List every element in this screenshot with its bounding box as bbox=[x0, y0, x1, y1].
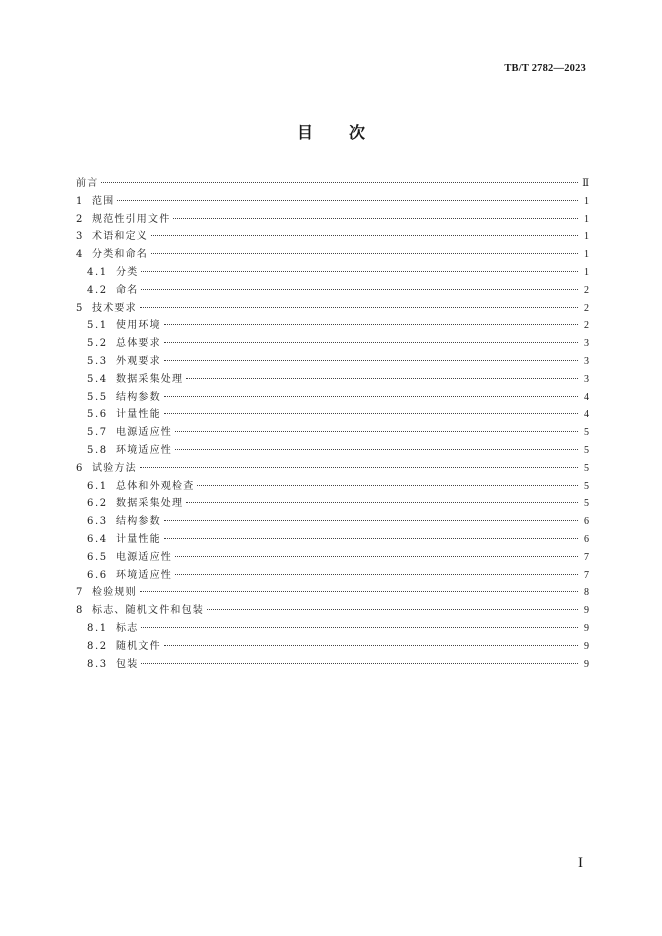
toc-entry-number: 6.1 bbox=[87, 480, 108, 492]
toc-leader-dots bbox=[140, 307, 578, 308]
toc-entry-number: 5.8 bbox=[87, 444, 108, 456]
toc-entry-page: 2 bbox=[584, 284, 589, 296]
toc-leader-dots bbox=[164, 342, 578, 343]
toc-leader-dots bbox=[175, 556, 578, 557]
toc-entry-page: 9 bbox=[584, 605, 589, 617]
toc-entry-number: 5.4 bbox=[87, 373, 108, 385]
toc-entry-number: 5.1 bbox=[87, 320, 108, 332]
toc-entry[interactable] bbox=[76, 442, 589, 460]
toc-entry-number: 8.2 bbox=[87, 640, 108, 652]
toc-entry-number: 4.1 bbox=[87, 266, 108, 278]
toc-leader-dots bbox=[186, 502, 578, 503]
toc-entry-page: 2 bbox=[584, 302, 589, 314]
toc-entry[interactable] bbox=[76, 353, 589, 371]
toc-entry-label: 分类和命名 bbox=[92, 249, 148, 261]
toc-entry-page: 1 bbox=[584, 249, 589, 261]
toc-entry-page: 3 bbox=[584, 373, 589, 385]
toc-entry-label: 标志、随机文件和包装 bbox=[92, 605, 204, 617]
toc-entry-number: 6.2 bbox=[87, 498, 108, 510]
toc-entry-number: 4.2 bbox=[87, 284, 108, 296]
toc-entry-page: Ⅱ bbox=[582, 178, 589, 189]
toc-entry-number: 6.3 bbox=[87, 516, 108, 528]
toc-entry[interactable] bbox=[76, 228, 589, 246]
toc-leader-dots bbox=[140, 591, 578, 592]
toc-entry-label: 数据采集处理 bbox=[116, 498, 184, 510]
toc-entry-page: 4 bbox=[584, 391, 589, 403]
toc-entry-label: 范围 bbox=[92, 195, 115, 207]
toc-entry-page: 1 bbox=[584, 266, 589, 278]
toc-leader-dots bbox=[164, 645, 578, 646]
toc-entry[interactable] bbox=[76, 638, 589, 656]
toc-entry[interactable] bbox=[76, 513, 589, 531]
toc-entry-label: 电源适应性 bbox=[116, 551, 172, 563]
toc-leader-dots bbox=[164, 360, 578, 361]
toc-entry-label: 检验规则 bbox=[92, 587, 137, 599]
toc-entry-number: 1 bbox=[76, 195, 83, 207]
toc-entry-label: 术语和定义 bbox=[92, 231, 148, 243]
toc-entry-page: 3 bbox=[584, 338, 589, 350]
toc-entry[interactable] bbox=[76, 264, 589, 282]
toc-entry-page: 9 bbox=[584, 640, 589, 652]
toc-entry-number: 6.6 bbox=[87, 569, 108, 581]
toc-leader-dots bbox=[164, 324, 578, 325]
toc-leader-dots bbox=[151, 235, 578, 236]
toc-entry[interactable] bbox=[76, 549, 589, 567]
toc-entry-label: 命名 bbox=[116, 284, 139, 296]
toc-entry-page: 5 bbox=[584, 498, 589, 510]
toc-entry[interactable] bbox=[76, 584, 589, 602]
toc-entry-number: 6 bbox=[76, 462, 83, 474]
toc-entry[interactable] bbox=[76, 175, 589, 193]
toc-entry-page: 5 bbox=[584, 427, 589, 439]
toc-entry[interactable] bbox=[76, 460, 589, 478]
toc-entry-label: 电源适应性 bbox=[116, 427, 172, 439]
toc-leader-dots bbox=[117, 200, 578, 201]
toc-entry-number: 2 bbox=[76, 213, 83, 225]
toc-entry-label: 外观要求 bbox=[116, 355, 161, 367]
toc-entry[interactable] bbox=[76, 531, 589, 549]
toc-entry[interactable] bbox=[76, 317, 589, 335]
toc-entry[interactable] bbox=[76, 424, 589, 442]
toc-entry[interactable] bbox=[76, 602, 589, 620]
toc-entry[interactable] bbox=[76, 371, 589, 389]
toc-entry-label: 计量性能 bbox=[116, 533, 161, 545]
toc-leader-dots bbox=[173, 218, 578, 219]
toc-entry-label: 环境适应性 bbox=[116, 444, 172, 456]
toc-entry-number: 5.7 bbox=[87, 427, 108, 439]
toc-entry-number: 5 bbox=[76, 302, 83, 314]
toc-entry[interactable] bbox=[76, 389, 589, 407]
toc-entry[interactable] bbox=[76, 193, 589, 211]
toc-entry[interactable] bbox=[76, 335, 589, 353]
toc-leader-dots bbox=[141, 663, 578, 664]
toc-entry-number: 4 bbox=[76, 249, 83, 261]
toc-leader-dots bbox=[141, 289, 578, 290]
toc-entry-page: 9 bbox=[584, 658, 589, 670]
toc-entry[interactable] bbox=[76, 620, 589, 638]
toc-entry-label: 标志 bbox=[116, 622, 139, 634]
toc-entry-page: 4 bbox=[584, 409, 589, 421]
toc-entry-label: 环境适应性 bbox=[116, 569, 172, 581]
toc-leader-dots bbox=[207, 609, 578, 610]
toc-entry-page: 9 bbox=[584, 622, 589, 634]
toc-entry-number: 5.2 bbox=[87, 338, 108, 350]
toc-leader-dots bbox=[164, 413, 578, 414]
toc-entry-page: 7 bbox=[584, 551, 589, 563]
toc-entry-page: 5 bbox=[584, 462, 589, 474]
toc-entry-label: 数据采集处理 bbox=[116, 373, 184, 385]
toc-entry-label: 总体要求 bbox=[116, 338, 161, 350]
standard-code: TB/T 2782—2023 bbox=[504, 63, 586, 74]
toc-leader-dots bbox=[164, 538, 578, 539]
toc-entry[interactable] bbox=[76, 656, 589, 674]
toc-leader-dots bbox=[164, 520, 578, 521]
toc-entry-label: 使用环境 bbox=[116, 320, 161, 332]
toc-entry[interactable] bbox=[76, 495, 589, 513]
toc-leader-dots bbox=[164, 396, 578, 397]
toc-entry[interactable] bbox=[76, 300, 589, 318]
toc-entry-number: 6.5 bbox=[87, 551, 108, 563]
toc-entry-page: 5 bbox=[584, 444, 589, 456]
toc-entry-number: 8.1 bbox=[87, 622, 108, 634]
toc-leader-dots bbox=[101, 182, 578, 183]
toc-entry[interactable] bbox=[76, 478, 589, 496]
toc-entry-number: 5.3 bbox=[87, 355, 108, 367]
toc-entry[interactable] bbox=[76, 567, 589, 585]
toc-leader-dots bbox=[140, 467, 578, 468]
toc-entry-label: 结构参数 bbox=[116, 391, 161, 403]
toc-entry-page: 1 bbox=[584, 231, 589, 243]
toc-entry-page: 1 bbox=[584, 195, 589, 207]
toc-entry-page: 3 bbox=[584, 355, 589, 367]
toc-entry-number: 3 bbox=[76, 231, 83, 243]
toc-entry-number: 8 bbox=[76, 605, 83, 617]
toc-leader-dots bbox=[151, 253, 578, 254]
toc-entry-page: 6 bbox=[584, 516, 589, 528]
toc-entry[interactable] bbox=[76, 406, 589, 424]
toc-entry-label: 分类 bbox=[116, 266, 139, 278]
toc-entry-page: 7 bbox=[584, 569, 589, 581]
toc-entry-label: 前言 bbox=[76, 178, 99, 189]
toc-entry-number: 5.5 bbox=[87, 391, 108, 403]
toc-entry-page: 8 bbox=[584, 587, 589, 599]
toc-leader-dots bbox=[197, 485, 578, 486]
table-of-contents bbox=[76, 175, 589, 673]
toc-entry[interactable] bbox=[76, 282, 589, 300]
toc-entry-page: 6 bbox=[584, 533, 589, 545]
toc-entry-label: 随机文件 bbox=[116, 640, 161, 652]
toc-entry[interactable] bbox=[76, 246, 589, 264]
toc-leader-dots bbox=[175, 449, 578, 450]
toc-entry-label: 包装 bbox=[116, 658, 139, 670]
toc-leader-dots bbox=[175, 431, 578, 432]
toc-entry-label: 总体和外观检查 bbox=[116, 480, 195, 492]
toc-entry-number: 6.4 bbox=[87, 533, 108, 545]
page-title: 目次 bbox=[296, 123, 401, 142]
toc-entry-label: 规范性引用文件 bbox=[92, 213, 171, 225]
toc-entry-page: 2 bbox=[584, 320, 589, 332]
toc-entry-page: 5 bbox=[584, 480, 589, 492]
toc-entry-number: 5.6 bbox=[87, 409, 108, 421]
page-number: I bbox=[578, 855, 583, 871]
toc-entry-number: 7 bbox=[76, 587, 83, 599]
toc-leader-dots bbox=[175, 574, 578, 575]
toc-entry-number: 8.3 bbox=[87, 658, 108, 670]
toc-entry-page: 1 bbox=[584, 213, 589, 225]
toc-leader-dots bbox=[141, 271, 578, 272]
toc-entry-label: 试验方法 bbox=[92, 462, 137, 474]
toc-entry[interactable] bbox=[76, 211, 589, 229]
toc-leader-dots bbox=[186, 378, 578, 379]
toc-entry-label: 结构参数 bbox=[116, 516, 161, 528]
toc-entry-label: 技术要求 bbox=[92, 302, 137, 314]
toc-leader-dots bbox=[141, 627, 578, 628]
toc-entry-label: 计量性能 bbox=[116, 409, 161, 421]
